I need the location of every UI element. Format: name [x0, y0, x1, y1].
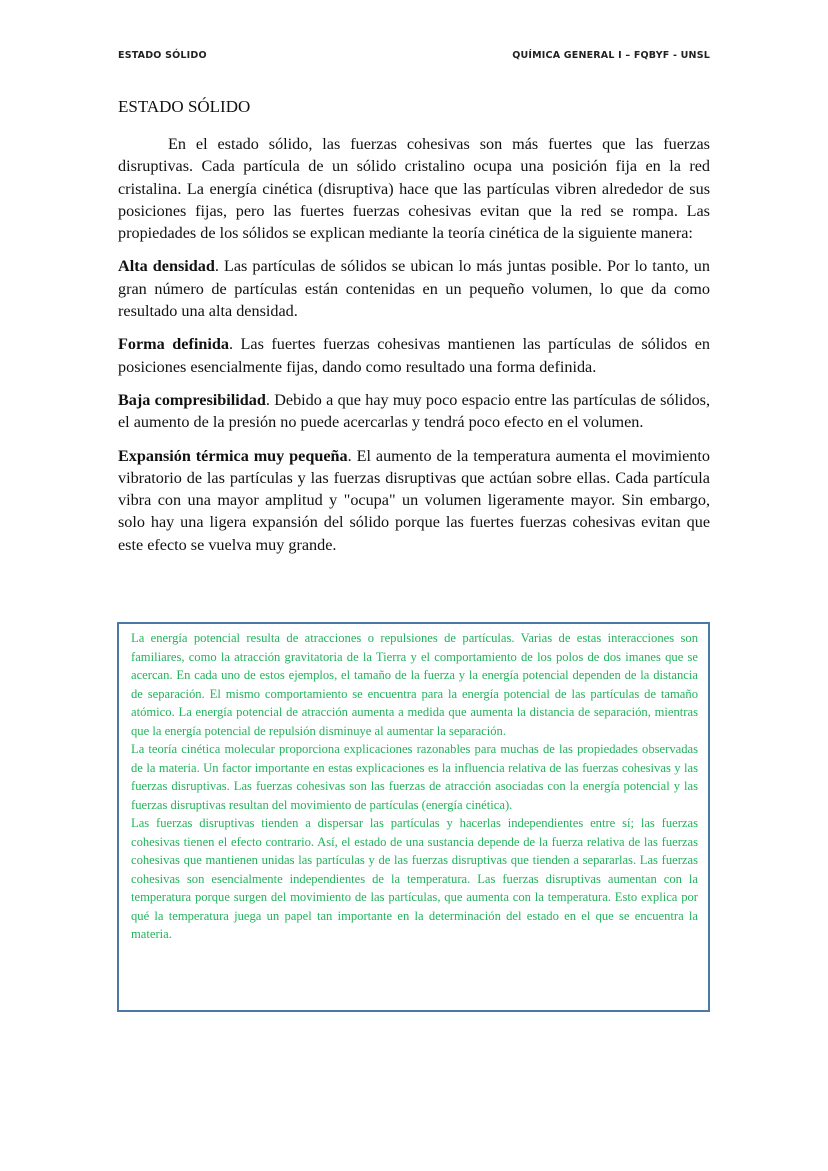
property-paragraph [118, 389, 710, 434]
property-paragraph [118, 333, 710, 378]
property-paragraph [118, 445, 710, 556]
property-term: Forma definida [118, 335, 229, 354]
note-paragraph: Las fuerzas disruptivas tienden a dispersar las partículas y hacerlas independientes entre sí; las fuerzas cohesivas tienen el efecto contrario. Así, el estado de una sustancia depende de la fuerza relativa de las fuerzas cohesivas que mantienen unidas las partículas y de las fuerzas disruptivas que tienden a separarlas. Las fuerzas cohesivas son esencialmente independientes de la temperatura. Las fuerzas disruptivas aumentan con la temperatura porque surgen del movimiento de las partículas, que aumenta con la temperatura. Esto explica por qué la temperatura juega un papel tan importante en la determinación del estado en el que se encuentra la materia. [131, 816, 698, 941]
main-content [118, 133, 710, 567]
property-term: Alta densidad [118, 257, 215, 276]
intro-paragraph: En el estado sólido, las fuerzas cohesivas son más fuertes que las fuerzas disruptivas. Cada partícula de un sólido cristalino ocupa una posición fija en la red cristalina. La energía cinética (disruptiva) hace que las partículas vibren alrededor de sus posiciones fijas, pero las fuertes fuerzas cohesivas evitan que la red se rompa. Las propiedades de los sólidos se explican mediante la teoría cinética de la siguiente manera: [118, 135, 710, 243]
page-title: ESTADO SÓLIDO [118, 97, 251, 116]
header-section-title: ESTADO SÓLIDO [118, 50, 207, 61]
property-term: Expansión térmica muy pequeña [118, 446, 348, 465]
property-text: . Las fuertes fuerzas cohesivas mantienen las partículas de sólidos en posiciones esencialmente fijas, dando como resultado una forma definida. [118, 335, 710, 376]
property-term: Baja compresibilidad [118, 390, 266, 409]
page-header [118, 50, 710, 66]
header-course-title: QUÍMICA GENERAL I – FQBYF - UNSL [512, 50, 710, 61]
note-box [117, 622, 710, 1012]
property-text: . El aumento de la temperatura aumenta el movimiento vibratorio de las partículas y las fuerzas disruptivas que actúan sobre ellas. Cada partícula vibra con una mayor amplitud y "ocupa" un volumen ligeramente mayor. Sin embargo, solo hay una ligera expansión del sólido porque las fuertes fuerzas cohesivas evitan que este efecto se vuelva muy grande. [118, 446, 710, 554]
property-text: . Debido a que hay muy poco espacio entre las partículas de sólidos, el aumento de la presión no puede acercarlas y tendrá poco efecto en el volumen. [118, 390, 711, 432]
note-paragraph: La energía potencial resulta de atracciones o repulsiones de partículas. Varias de estas interacciones son familiares, como la atracción gravitatoria de la Tierra y el comportamiento de los polos de dos imanes que se acercan. En cada uno de estos ejemplos, el tamaño de la fuerza y la energía potencial dependen de la distancia de separación. El mismo comportamiento se encuentra para la energía potencial de las partículas de tamaño atómico. La energía potencial de atracción aumenta a medida que aumenta la distancia de separación, mientras que la energía potencial de repulsión disminuye al aumentar la separación. [131, 631, 698, 738]
property-paragraph [118, 255, 710, 322]
note-paragraph: La teoría cinética molecular proporciona explicaciones razonables para muchas de las propiedades observadas de la materia. Un factor importante en estas explicaciones es la influencia relativa de las fuerzas cohesivas y las fuerzas disruptivas. Las fuerzas cohesivas son las fuerzas de atracción asociadas con la energía potencial y las fuerzas disruptivas resultan del movimiento de partículas (energía cinética). [131, 742, 698, 812]
property-text: . Las partículas de sólidos se ubican lo más juntas posible. Por lo tanto, un gran número de partículas están contenidas en un pequeño volumen, lo que da como resultado una alta densidad. [118, 257, 710, 321]
